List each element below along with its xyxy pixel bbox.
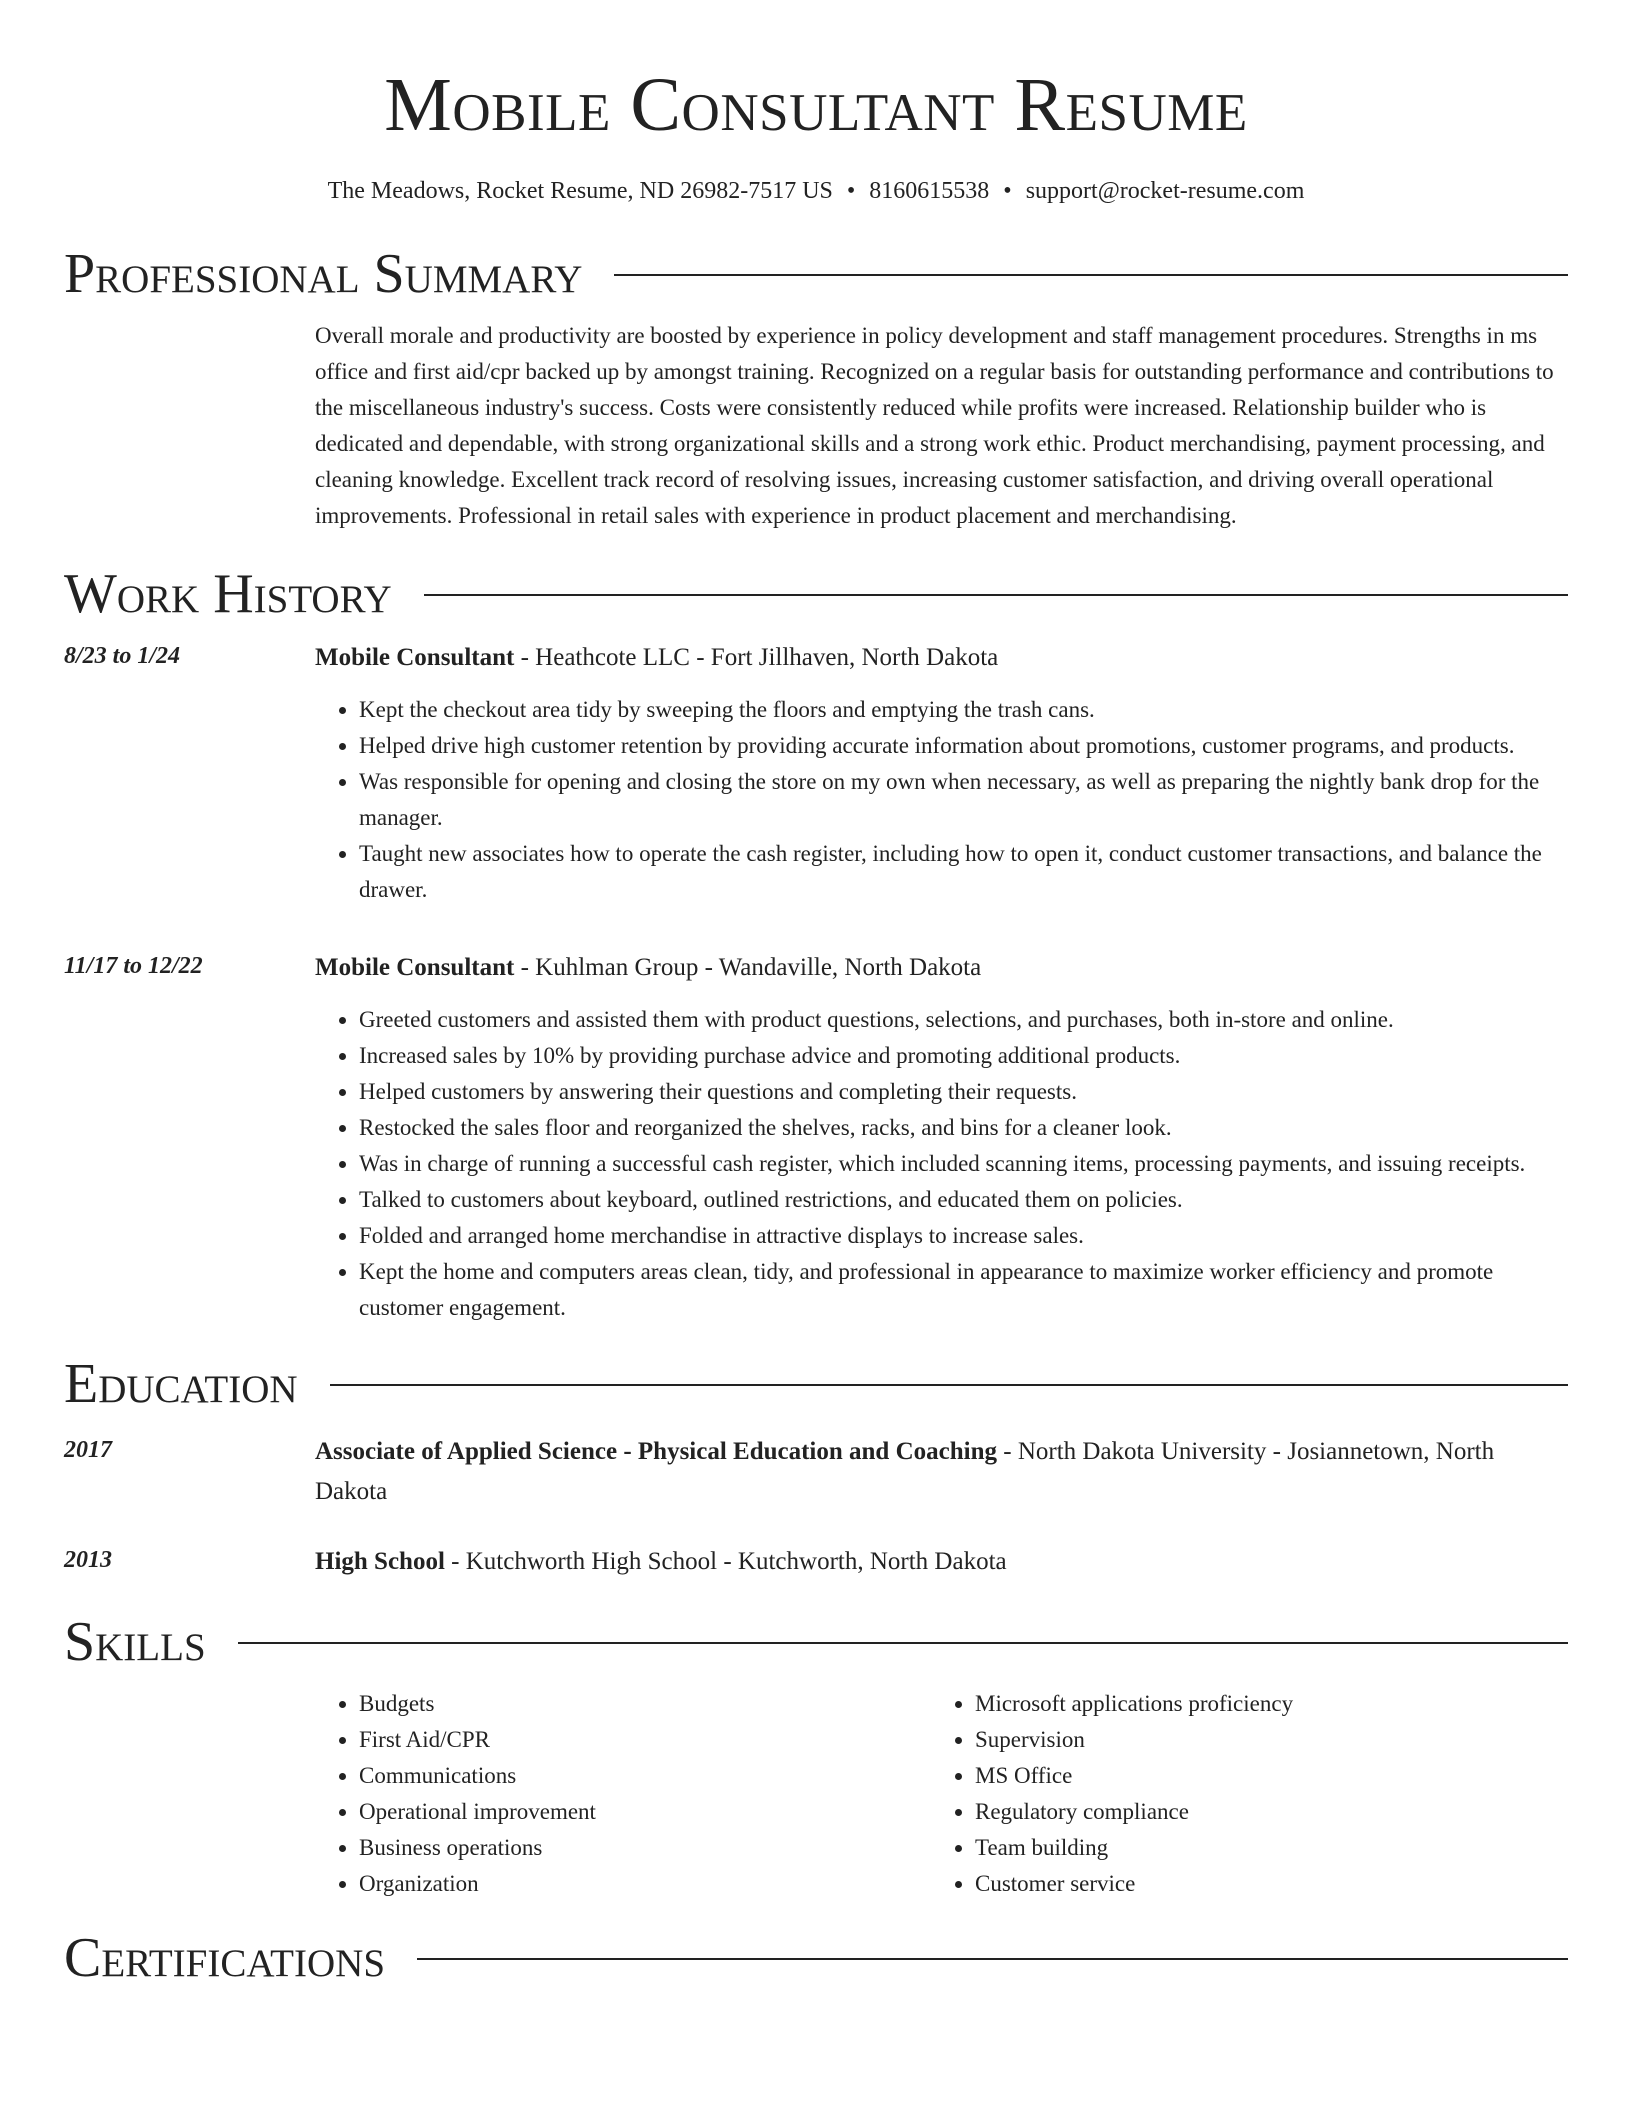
contact-email: support@rocket-resume.com (1025, 178, 1305, 204)
skills-list (315, 1686, 1568, 1902)
education-title-line (315, 1432, 1568, 1512)
skill-item: • Supervision (975, 1722, 1547, 1758)
job-bullet: • Talked to customers about keyboard, outlined restrictions, and educated them on policies. (359, 1182, 1568, 1218)
job-bullets (315, 692, 1568, 908)
contact-line (64, 174, 1568, 208)
job-details: - Heathcote LLC - Fort Jillhaven, North Dakota (514, 644, 999, 671)
section-divider (614, 274, 1568, 276)
skill-item: • First Aid/CPR (359, 1722, 931, 1758)
education-degree: High School (315, 1548, 445, 1575)
contact-phone: 8160615538 (869, 178, 990, 204)
skill-item: • MS Office (975, 1758, 1547, 1794)
education-heading: Education (64, 1353, 298, 1415)
job-bullet: • Kept the checkout area tidy by sweeping the floors and emptying the trash cans. (359, 692, 1568, 728)
certifications-heading: Certifications (64, 1927, 386, 1989)
skill-item: • Customer service (975, 1866, 1547, 1902)
education-title-line (315, 1542, 1568, 1582)
skill-item: • Communications (359, 1758, 931, 1794)
summary-heading: Professional Summary (64, 243, 583, 305)
certifications-section-header (64, 1928, 1568, 1988)
education-details: - North Dakota University - Josiannetown, North Dakota (315, 1438, 1495, 1505)
education-body (315, 1432, 1568, 1512)
job-bullets (315, 1002, 1568, 1326)
skill-item: • Team building (975, 1830, 1547, 1866)
skill-item: • Regulatory compliance (975, 1794, 1547, 1830)
job-entry (64, 638, 1568, 908)
job-role: Mobile Consultant (315, 644, 515, 671)
skill-item: • Organization (359, 1866, 931, 1902)
skill-item: • Operational improvement (359, 1794, 931, 1830)
skills-heading: Skills (64, 1611, 206, 1673)
education-body (315, 1542, 1568, 1582)
job-bullet: • Greeted customers and assisted them with product questions, selections, and purchases, both in-store and online. (359, 1002, 1568, 1038)
education-entry (64, 1542, 1568, 1582)
education-list (64, 1432, 1568, 1582)
job-bullet: • Helped drive high customer retention by providing accurate information about promotions, customer programs, and products. (359, 728, 1568, 764)
education-section-header (64, 1354, 1568, 1414)
summary-text: Overall morale and productivity are boosted by experience in policy development and staff management procedures. Strengths in ms office and first aid/cpr backed up by amongst training. Recognized on a regular basis for outstanding performance and contributions to the miscellaneous industry's success. Costs were consistently reduced while profits were increased. Relationship builder who is dedicated and dependable, with strong organizational skills and a strong work ethic. Product merchandising, payment processing, and cleaning knowledge. Excellent track record of resolving issues, increasing customer satisfaction, and driving overall operational improvements. Professional in retail sales with experience in product placement and merchandising. (315, 323, 1554, 528)
education-details: - Kutchworth High School - Kutchworth, North Dakota (444, 1548, 1007, 1575)
job-bullet: • Helped customers by answering their questions and completing their requests. (359, 1074, 1568, 1110)
section-divider (424, 594, 1568, 596)
education-degree: Associate of Applied Science - Physical Education and Coaching (315, 1438, 997, 1465)
job-body (315, 638, 1568, 908)
job-entry (64, 948, 1568, 1326)
job-title-line (315, 948, 1568, 988)
section-divider (330, 1384, 1568, 1386)
work-section-header (64, 564, 1568, 624)
skill-item: • Business operations (359, 1830, 931, 1866)
job-bullet: • Was in charge of running a successful cash register, which included scanning items, processing payments, and issuing receipts. (359, 1146, 1568, 1182)
section-divider (238, 1642, 1568, 1644)
job-role: Mobile Consultant (315, 954, 515, 981)
resume-title: Mobile Consultant Resume (384, 63, 1248, 147)
skill-item: • Budgets (359, 1686, 931, 1722)
education-year: 2013 (64, 1547, 112, 1573)
job-title-line (315, 638, 1568, 678)
job-bullet: • Kept the home and computers areas clean, tidy, and professional in appearance to maximize worker efficiency and promote customer engagement. (359, 1254, 1568, 1326)
summary-section-header (64, 244, 1568, 304)
job-details: - Kuhlman Group - Wandaville, North Dakota (514, 954, 982, 981)
job-bullet: • Taught new associates how to operate the cash register, including how to open it, conduct customer transactions, and balance the drawer. (359, 836, 1568, 908)
job-body (315, 948, 1568, 1326)
skill-item: • Microsoft applications proficiency (975, 1686, 1547, 1722)
contact-separator: • (1003, 178, 1012, 204)
skills-section-header (64, 1612, 1568, 1672)
job-dates: 8/23 to 1/24 (64, 643, 181, 669)
job-dates: 11/17 to 12/22 (64, 953, 203, 979)
section-divider (417, 1958, 1568, 1960)
resume-page (64, 0, 1568, 1988)
skills-column-left (315, 1686, 931, 1902)
education-year: 2017 (64, 1437, 112, 1463)
job-bullet: • Restocked the sales floor and reorganized the shelves, racks, and bins for a cleaner look. (359, 1110, 1568, 1146)
work-heading: Work History (64, 563, 392, 625)
job-bullet: • Folded and arranged home merchandise in attractive displays to increase sales. (359, 1218, 1568, 1254)
job-bullet: • Was responsible for opening and closing the store on my own when necessary, as well as preparing the nightly bank drop for the manager. (359, 764, 1568, 836)
contact-separator: • (846, 178, 856, 204)
skills-column-right (931, 1686, 1547, 1902)
contact-address: The Meadows, Rocket Resume, ND 26982-7517 US (327, 178, 833, 204)
job-bullet: • Increased sales by 10% by providing purchase advice and promoting additional products. (359, 1038, 1568, 1074)
education-entry (64, 1432, 1568, 1512)
